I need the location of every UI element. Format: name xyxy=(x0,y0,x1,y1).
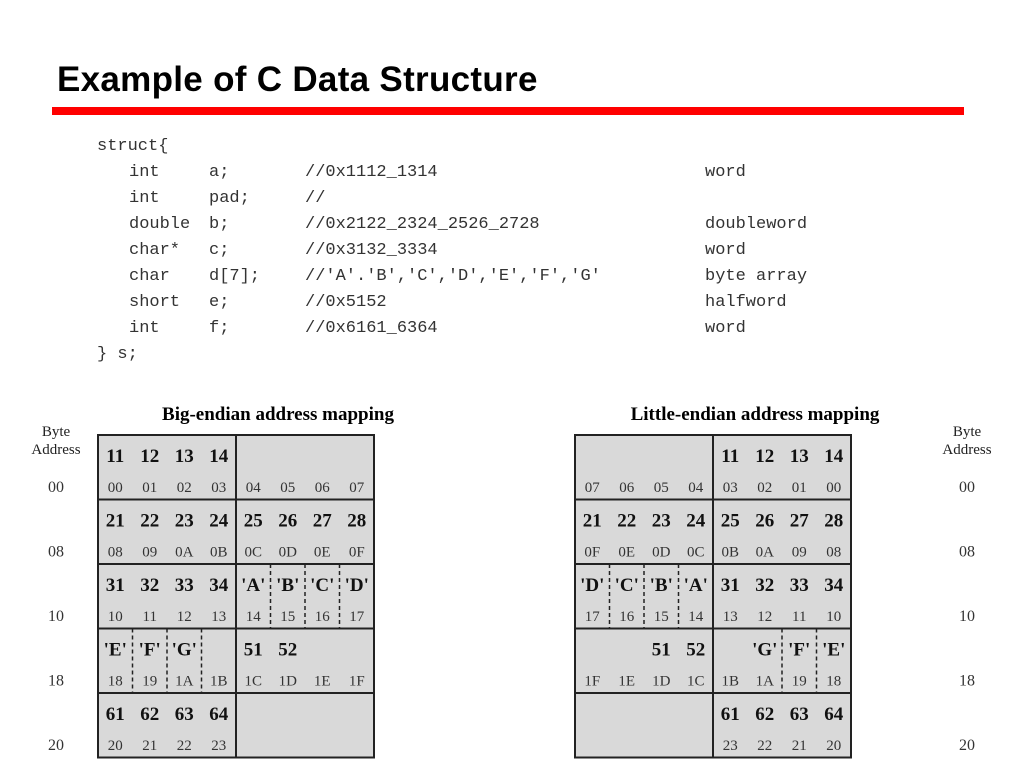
little-endian-byte-value: 24 xyxy=(686,510,706,532)
big-endian-byte-address: 0D xyxy=(278,544,297,561)
code-text: } s; xyxy=(97,345,138,364)
big-endian-byte-value: 24 xyxy=(209,510,229,532)
little-endian-byte-address: 1D xyxy=(652,673,671,690)
code-name: b; xyxy=(209,215,230,234)
big-endian-header-address: Address xyxy=(31,442,81,458)
big-endian-row-address-label: 20 xyxy=(48,737,64,754)
little-endian-byte-address: 07 xyxy=(584,480,600,496)
little-endian-byte-address: 00 xyxy=(826,480,842,496)
little-endian-byte-value: 33 xyxy=(789,575,809,596)
little-endian-byte-address: 1A xyxy=(755,673,774,690)
code-name: c; xyxy=(209,241,230,260)
big-endian-byte-value: 21 xyxy=(105,510,125,532)
big-endian-byte-address: 17 xyxy=(349,609,365,625)
big-endian-byte-address: 0F xyxy=(348,544,365,561)
big-endian-byte-value: 'B' xyxy=(276,575,300,596)
little-endian-byte-value: 51 xyxy=(651,639,671,661)
big-endian-byte-address: 21 xyxy=(142,738,158,754)
big-endian-byte-address: 04 xyxy=(245,480,261,496)
big-endian-byte-address: 00 xyxy=(107,480,123,496)
code-type: short xyxy=(129,293,181,312)
code-kind: word xyxy=(705,319,746,338)
little-endian-byte-value: 'C' xyxy=(614,575,639,596)
little-endian-byte-address: 11 xyxy=(792,609,807,625)
code-comment: //0x2122_2324_2526_2728 xyxy=(305,215,540,234)
big-endian-byte-address: 20 xyxy=(107,738,123,754)
big-endian-byte-address: 0E xyxy=(313,544,331,561)
big-endian-byte-address: 01 xyxy=(142,480,158,496)
little-endian-byte-address: 0A xyxy=(755,544,774,561)
little-endian-byte-address: 1B xyxy=(721,673,740,690)
big-endian-byte-address: 1D xyxy=(278,673,297,690)
code-comment: //0x6161_6364 xyxy=(305,319,438,338)
big-endian-byte-value: 14 xyxy=(209,446,229,467)
big-endian-row-address-label: 00 xyxy=(48,479,64,496)
big-endian-byte-address: 16 xyxy=(314,609,330,625)
code-kind: halfword xyxy=(705,293,787,312)
big-endian-word-block xyxy=(236,693,374,758)
little-endian-byte-value: 27 xyxy=(789,510,809,532)
big-endian-byte-address: 14 xyxy=(245,609,261,625)
big-endian-byte-address: 12 xyxy=(176,609,192,625)
little-endian-byte-value: 32 xyxy=(755,575,775,596)
little-endian-byte-address: 0D xyxy=(652,544,671,561)
code-name: a; xyxy=(209,163,230,182)
little-endian-byte-value: 14 xyxy=(824,446,844,467)
little-endian-byte-value: 12 xyxy=(755,446,775,467)
little-endian-byte-address: 0E xyxy=(618,544,636,561)
little-endian-byte-address: 02 xyxy=(757,480,773,496)
little-endian-byte-address: 06 xyxy=(619,480,635,496)
little-endian-byte-address: 0B xyxy=(721,544,740,561)
code-kind: word xyxy=(705,241,746,260)
big-endian-byte-value: 32 xyxy=(140,575,160,596)
little-endian-caption: Little-endian address mapping xyxy=(630,404,880,425)
big-endian-byte-address: 1A xyxy=(175,673,194,690)
big-endian-byte-value: 26 xyxy=(278,510,298,532)
big-endian-byte-address: 03 xyxy=(211,480,227,496)
big-endian-byte-address: 05 xyxy=(280,480,296,496)
little-endian-byte-value: 64 xyxy=(824,704,844,725)
big-endian-byte-value: 12 xyxy=(140,446,160,467)
big-endian-byte-value: 'D' xyxy=(344,575,369,596)
little-endian-byte-address: 21 xyxy=(791,738,807,754)
code-type: int xyxy=(129,189,160,208)
little-endian-byte-address: 16 xyxy=(619,609,635,625)
little-endian-byte-address: 17 xyxy=(584,609,600,625)
little-endian-byte-value: 'A' xyxy=(683,575,708,596)
little-endian-byte-address: 19 xyxy=(791,673,807,690)
big-endian-byte-address: 07 xyxy=(349,480,365,496)
little-endian-byte-value: 28 xyxy=(824,510,844,532)
code-name: d[7]; xyxy=(209,267,261,286)
big-endian-byte-address: 19 xyxy=(142,673,158,690)
big-endian-byte-value: 34 xyxy=(209,575,229,596)
big-endian-byte-address: 0C xyxy=(244,544,263,561)
little-endian-header-address: Address xyxy=(942,442,992,458)
big-endian-byte-value: 'E' xyxy=(103,639,127,661)
little-endian-word-block xyxy=(575,693,713,758)
little-endian-byte-value: 23 xyxy=(651,510,671,532)
big-endian-byte-address: 0A xyxy=(175,544,194,561)
little-endian-header-byte: Byte xyxy=(952,424,982,440)
big-endian-byte-address: 08 xyxy=(107,544,123,561)
little-endian-byte-address: 10 xyxy=(826,609,842,625)
little-endian-byte-value: 25 xyxy=(720,510,740,532)
big-endian-byte-value: 31 xyxy=(105,575,125,596)
little-endian-byte-address: 08 xyxy=(826,544,842,561)
little-endian-byte-value: 26 xyxy=(755,510,775,532)
code-type: int xyxy=(129,319,160,338)
code-name: pad; xyxy=(209,189,250,208)
code-kind: doubleword xyxy=(705,215,808,234)
little-endian-byte-value: 61 xyxy=(720,704,740,725)
big-endian-byte-address: 09 xyxy=(142,544,158,561)
little-endian-byte-address: 20 xyxy=(826,738,842,754)
big-endian-byte-address: 23 xyxy=(211,738,227,754)
big-endian-byte-value: 22 xyxy=(140,510,160,532)
big-endian-byte-value: 63 xyxy=(174,704,194,725)
little-endian-row-address-label: 08 xyxy=(959,543,975,561)
little-endian-byte-value: 11 xyxy=(721,446,740,467)
little-endian-byte-value: 21 xyxy=(582,510,602,532)
big-endian-row-address-label: 10 xyxy=(48,608,64,625)
big-endian-byte-value: 'C' xyxy=(310,575,335,596)
big-endian-byte-value: 'G' xyxy=(171,639,197,661)
code-type: int xyxy=(129,163,160,182)
big-endian-byte-address: 06 xyxy=(314,480,330,496)
code-comment: // xyxy=(305,189,326,208)
big-endian-byte-address: 11 xyxy=(142,609,157,625)
big-endian-byte-address: 02 xyxy=(176,480,192,496)
little-endian-byte-value: 34 xyxy=(824,575,844,596)
big-endian-byte-address: 13 xyxy=(211,609,227,625)
little-endian-byte-address: 22 xyxy=(757,738,773,754)
little-endian-row-address-label: 10 xyxy=(959,608,975,625)
little-endian-byte-address: 23 xyxy=(722,738,738,754)
big-endian-caption: Big-endian address mapping xyxy=(162,404,394,425)
big-endian-byte-address: 10 xyxy=(107,609,123,625)
little-endian-byte-value: 'G' xyxy=(752,639,778,661)
little-endian-byte-address: 18 xyxy=(826,673,842,690)
big-endian-byte-address: 1E xyxy=(313,673,331,690)
big-endian-byte-value: 'A' xyxy=(241,575,266,596)
little-endian-byte-address: 03 xyxy=(722,480,738,496)
big-endian-row-address-label: 08 xyxy=(48,543,64,561)
big-endian-byte-value: 23 xyxy=(174,510,194,532)
code-comment: //0x3132_3334 xyxy=(305,241,438,260)
little-endian-byte-address: 1C xyxy=(686,673,705,690)
little-endian-byte-address: 09 xyxy=(791,544,807,561)
big-endian-byte-address: 22 xyxy=(176,738,192,754)
code-comment: //0x5152 xyxy=(305,293,387,312)
little-endian-byte-address: 0F xyxy=(584,544,601,561)
big-endian-byte-value: 28 xyxy=(347,510,367,532)
little-endian-byte-address: 15 xyxy=(653,609,669,625)
little-endian-byte-value: 'D' xyxy=(580,575,605,596)
big-endian-byte-value: 11 xyxy=(106,446,125,467)
big-endian-row-address-label: 18 xyxy=(48,672,64,690)
little-endian-byte-address: 0C xyxy=(686,544,705,561)
big-endian-byte-value: 51 xyxy=(243,639,263,661)
big-endian-byte-value: 61 xyxy=(105,704,125,725)
little-endian-byte-address: 05 xyxy=(653,480,669,496)
little-endian-byte-address: 1E xyxy=(618,673,636,690)
big-endian-byte-value: 64 xyxy=(209,704,229,725)
code-type: double xyxy=(129,215,191,234)
code-comment: //'A'.'B','C','D','E','F','G' xyxy=(305,267,601,286)
code-comment: //0x1112_1314 xyxy=(305,163,438,182)
big-endian-header-byte: Byte xyxy=(41,424,71,440)
slide-title: Example of C Data Structure xyxy=(57,60,538,99)
big-endian-byte-address: 18 xyxy=(107,673,123,690)
little-endian-byte-address: 01 xyxy=(791,480,807,496)
little-endian-byte-address: 12 xyxy=(757,609,773,625)
code-name: f; xyxy=(209,319,230,338)
big-endian-byte-value: 27 xyxy=(312,510,332,532)
little-endian-byte-value: 52 xyxy=(686,639,706,661)
big-endian-byte-value: 13 xyxy=(174,446,194,467)
big-endian-byte-value: 33 xyxy=(174,575,194,596)
little-endian-row-address-label: 18 xyxy=(959,672,975,690)
code-name: e; xyxy=(209,293,230,312)
little-endian-byte-address: 13 xyxy=(722,609,738,625)
little-endian-byte-address: 14 xyxy=(688,609,704,625)
code-kind: byte array xyxy=(705,267,808,286)
little-endian-byte-value: 'F' xyxy=(788,639,811,661)
big-endian-byte-value: 'F' xyxy=(138,639,161,661)
little-endian-byte-value: 62 xyxy=(755,704,775,725)
code-type: char xyxy=(129,267,170,286)
little-endian-row-address-label: 20 xyxy=(959,737,975,754)
big-endian-byte-address: 0B xyxy=(209,544,228,561)
code-type: char* xyxy=(129,241,181,260)
little-endian-byte-value: 'E' xyxy=(822,639,846,661)
big-endian-byte-address: 1F xyxy=(348,673,365,690)
big-endian-byte-address: 1C xyxy=(244,673,263,690)
code-kind: word xyxy=(705,163,746,182)
little-endian-row-address-label: 00 xyxy=(959,479,975,496)
little-endian-byte-value: 31 xyxy=(720,575,740,596)
little-endian-byte-address: 1F xyxy=(584,673,601,690)
big-endian-byte-value: 62 xyxy=(140,704,160,725)
little-endian-byte-value: 'B' xyxy=(649,575,673,596)
big-endian-byte-address: 15 xyxy=(280,609,296,625)
big-endian-byte-value: 52 xyxy=(278,639,298,661)
little-endian-byte-value: 63 xyxy=(789,704,809,725)
little-endian-byte-value: 13 xyxy=(789,446,809,467)
little-endian-byte-address: 04 xyxy=(688,480,704,496)
big-endian-byte-address: 1B xyxy=(209,673,228,690)
little-endian-byte-value: 22 xyxy=(617,510,637,532)
code-text: struct{ xyxy=(97,137,169,156)
big-endian-byte-value: 25 xyxy=(243,510,263,532)
